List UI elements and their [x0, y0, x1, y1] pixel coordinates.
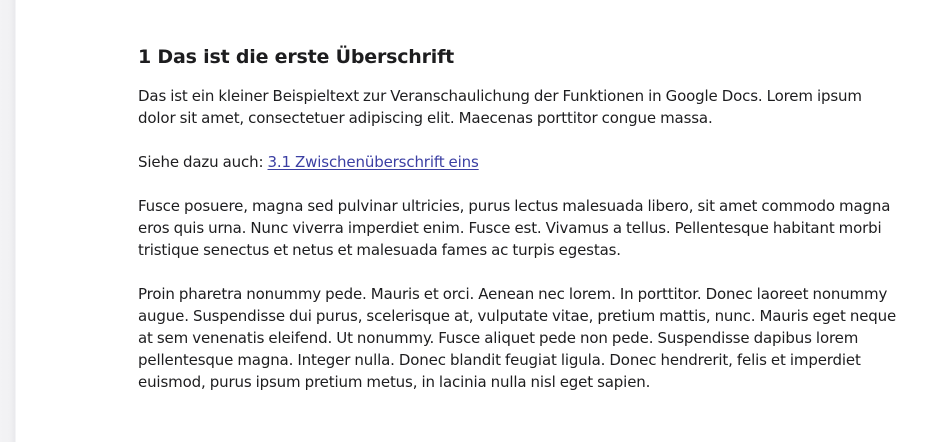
see-also-paragraph [138, 151, 898, 173]
heading-1: 1 Das ist die erste Überschrift [138, 46, 455, 68]
see-also-prefix: Siehe dazu auch: [138, 153, 268, 171]
cross-reference-link[interactable]: 3.1 Zwischenüberschrift eins [267, 153, 479, 171]
document-page [138, 43, 898, 393]
left-gutter [0, 0, 16, 442]
body-paragraph-2: Fusce posuere, magna sed pulvinar ultricies, purus lectus malesuada libero, sit amet commodo magna eros quis urna. Nunc viverra imperdiet enim. Fusce est. Vivamus a tellus. Pellentesque habitant morbi tristique senectus et netus et malesuada fames ac turpis egestas. [138, 197, 891, 259]
intro-paragraph: Das ist ein kleiner Beispieltext zur Veranschaulichung der Funktionen in Google Docs. Lorem ipsum dolor sit amet, consectetuer adipiscing elit. Maecenas porttitor congue massa. [138, 87, 862, 127]
body-paragraph-3: Proin pharetra nonummy pede. Mauris et orci. Aenean nec lorem. In porttitor. Donec laoreet nonummy augue. Suspendisse dui purus, scelerisque at, vulputate vitae, pretium mattis, nunc. Mauris eget neque at sem venenatis eleifend. Ut nonummy. Fusce aliquet pede non pede. Suspendisse dapibus lorem pellentesque magna. Integer nulla. Donec blandit feugiat ligula. Donec hendrerit, felis et imperdiet euismod, purus ipsum pretium metus, in lacinia nulla nisl eget sapien. [138, 285, 897, 391]
